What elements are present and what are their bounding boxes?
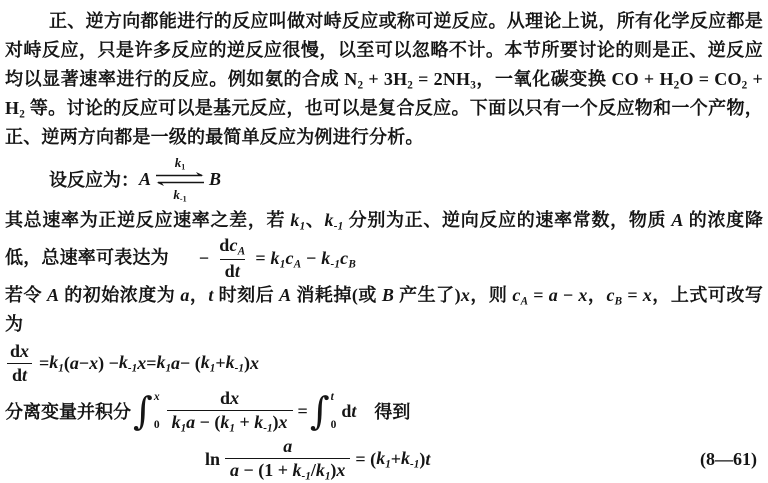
text-run: a: [171, 352, 181, 373]
text-run: $k_{-1}$: [292, 459, 311, 483]
rate-equation: [199, 235, 356, 281]
text-run: B: [381, 285, 395, 306]
text-run: (: [63, 352, 70, 373]
reaction-definition: [5, 152, 763, 206]
text-run: +: [390, 448, 402, 469]
final-equation-row: [5, 435, 763, 483]
text-run: $k_{-1}$: [254, 411, 273, 435]
text-run: 的浓度降低，总速率可表达为: [5, 210, 764, 268]
text-run: x: [578, 285, 588, 306]
text-run: /: [310, 459, 316, 480]
integral-upper-limit: x: [153, 391, 160, 404]
derivative-fraction: [214, 235, 250, 281]
text-run: x: [230, 388, 240, 409]
text-run: −: [301, 247, 322, 268]
text-run: A: [47, 285, 60, 306]
integral-lower-limit: 0: [153, 419, 160, 432]
text-run: 的初始浓度为: [59, 285, 181, 306]
product-symbol: B: [209, 168, 222, 189]
text-run: + $H_2$: [5, 69, 763, 121]
text-run: A: [671, 210, 684, 230]
equation-number: (8—61): [700, 448, 757, 469]
integral-glyph: ∫: [309, 389, 330, 434]
text-run: a: [548, 285, 558, 306]
text-run: a: [69, 352, 79, 373]
ln-operator: ln: [205, 448, 221, 469]
final-equation: [205, 436, 430, 482]
text-run: 分别为正、逆向反应的速率常数，物质: [343, 210, 672, 230]
text-run: $k_{-1}$: [401, 447, 420, 471]
differential-equation: [5, 339, 763, 387]
text-run: $k_{-1}$: [225, 351, 244, 375]
text-run: $c_B$: [340, 247, 356, 270]
text-run: a: [283, 436, 293, 457]
text-run: x: [278, 411, 288, 432]
reaction-label: 设反应为：: [49, 170, 139, 190]
text-run: $N_2$: [344, 69, 364, 92]
text-run: $k_1$: [376, 447, 391, 471]
text-run: x: [249, 352, 259, 373]
integral-upper-limit: t: [330, 391, 334, 404]
text-run: t: [234, 260, 241, 281]
paragraph-rate: [5, 206, 763, 281]
text-run: ，一氧化碳变换: [476, 69, 612, 89]
time-integrand: [341, 401, 356, 422]
integral-lower-limit: 0: [330, 419, 337, 432]
paragraph-initial-condition: [5, 281, 763, 339]
text-run: 产生了): [394, 285, 461, 306]
text-run: $k_{-1}$: [321, 247, 341, 270]
text-run: x: [89, 352, 99, 373]
text-run: =: [39, 352, 50, 373]
text-run: = (: [355, 448, 377, 469]
text-run: ): [243, 352, 250, 373]
text-run: + $3H_2$: [363, 69, 414, 92]
text-run: −: [78, 352, 90, 373]
text-run: 其总速率为正逆反应速率之差，若: [5, 210, 291, 230]
text-run: t: [208, 285, 214, 306]
text-run: = $2NH_3$: [413, 69, 477, 92]
text-run: ，上式可改写为: [5, 285, 764, 335]
text-run: ，: [587, 285, 607, 306]
rate-text: [5, 210, 763, 268]
text-run: t: [351, 400, 357, 421]
text-run: CO + $H_2$: [611, 69, 680, 92]
text-run: $c_B$: [606, 285, 623, 308]
text-run: $O = CO_2$: [679, 69, 748, 92]
text-run: − (: [195, 411, 221, 432]
text-run: x: [20, 341, 30, 361]
equals-sign: =: [297, 400, 308, 421]
text-run: $k_1$: [156, 351, 172, 375]
rate-equation-rhs: [255, 244, 356, 273]
integration-line: [5, 387, 763, 435]
text-run: t: [425, 448, 431, 469]
final-equation-rhs: [355, 448, 430, 471]
differential-equation-rhs: [39, 352, 259, 375]
integral-sign-x: [133, 389, 160, 434]
text-run: x: [336, 459, 346, 480]
minus-sign: −: [198, 247, 210, 268]
text-run: ): [419, 448, 426, 469]
text-run: 时刻后: [213, 285, 280, 306]
text-run: d: [11, 364, 22, 385]
text-run: − (1 +: [239, 459, 293, 480]
text-run: $k_1$: [200, 351, 216, 375]
text-run: ，: [189, 285, 209, 306]
paragraph-intro: [5, 7, 763, 152]
text-run: $k_{-1}$: [324, 210, 344, 233]
reactant-symbol: A: [139, 168, 152, 189]
text-run: $c_A$: [229, 235, 246, 258]
log-fraction: [225, 436, 350, 482]
text-run: d: [224, 260, 235, 281]
text-run: − (: [180, 352, 201, 373]
text-run: =: [255, 247, 271, 268]
text-run: $k_{-1}$: [118, 351, 138, 375]
text-run: 消耗掉(或: [291, 285, 382, 306]
text-run: d: [341, 400, 352, 421]
text-run: d: [10, 341, 21, 361]
result-label: 得到: [356, 402, 411, 423]
text-run: =: [528, 285, 549, 306]
integral-glyph: ∫: [133, 389, 153, 434]
text-run: x: [137, 352, 147, 373]
equilibrium-arrows: [154, 156, 206, 202]
text-run: $k_1$: [315, 459, 331, 483]
text-run: a: [230, 459, 240, 480]
text-run: A: [279, 285, 292, 306]
text-run: −: [557, 285, 579, 306]
text-run: t: [22, 364, 28, 385]
text-run: $k_1$: [290, 210, 306, 233]
integrand-fraction: [167, 388, 293, 434]
text-run: $c_A$: [512, 285, 529, 308]
text-run: +: [215, 352, 226, 373]
text-run: $k_1$: [171, 411, 187, 435]
text-run: x: [460, 285, 471, 306]
text-run: $c_A$: [285, 247, 302, 270]
text-run: a: [186, 411, 196, 432]
rate-constant-forward: $k_1$: [174, 155, 186, 172]
text-run: 若令: [5, 285, 48, 306]
text-run: 、: [305, 210, 325, 230]
text-run: ): [272, 411, 279, 432]
text-run: =: [622, 285, 643, 306]
integral-sign-t: [309, 389, 337, 434]
text-run: +: [234, 411, 255, 432]
text-run: ，则: [470, 285, 513, 306]
dxdt-fraction: [5, 341, 34, 385]
text-run: 等。讨论的反应可以是基元反应，也可以是复合反应。下面以只有一个反应物和一个产物，正、逆两方向都是一级的最简单反应为例进行分析。: [5, 98, 763, 147]
text-run: d: [220, 388, 231, 409]
text-run: =: [146, 352, 157, 373]
text-run: d: [219, 235, 230, 255]
rate-constant-reverse: $k_{-1}$: [173, 187, 187, 204]
text-run: $k_1$: [49, 351, 64, 375]
integration-label: 分离变量并积分: [5, 402, 131, 423]
text-run: $k_1$: [220, 411, 235, 435]
text-run: a: [180, 285, 190, 306]
text-run: $k_1$: [270, 247, 286, 270]
equilibrium-arrows-icon: [154, 171, 206, 187]
text-run: x: [642, 285, 652, 306]
text-run: ): [330, 459, 337, 480]
text-run: ) −: [98, 352, 119, 373]
text-run: 正、逆方向都能进行的反应叫做对峙反应或称可逆反应。从理论上说，所有化学反应都是对峙反应，只是许多反应的逆反应很慢，以至可以忽略不计。本节所要讨论的则是正、逆反应均以显著速率进行的反应。例如氨的合成: [5, 11, 763, 89]
